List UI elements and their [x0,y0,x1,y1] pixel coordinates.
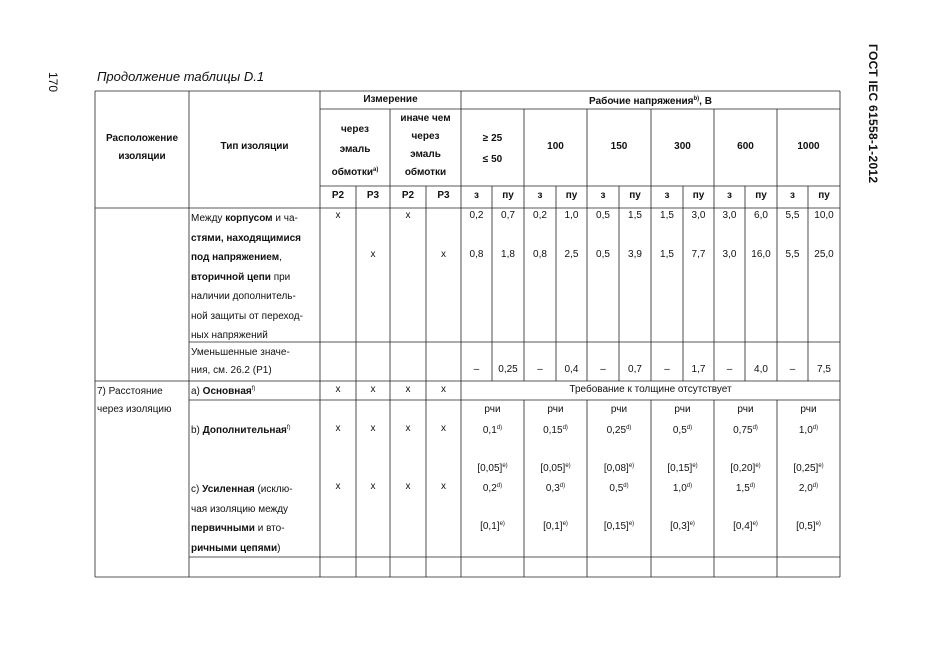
basic-insulation-label: а) Основная$^{f)}$ [191,386,256,397]
value-cell: 3,0 [722,249,737,260]
value-cell: 0,2 [533,210,547,221]
header-voltage-300: 300 [674,141,691,152]
header-measurement: Измерение [363,94,418,105]
supplementary-insulation-label: b) Дополнительная$^{f)}$ [191,425,291,436]
header-z: з [790,190,795,201]
header-z: з [537,190,543,201]
value-cell: 0,5$^{d)}$ [672,425,693,436]
no-thickness-requirement: Требование к толщине отсутствует [569,384,732,395]
value-cell: 0,5$^{d)}$ [609,483,629,494]
value-cell: 0,7 [628,364,642,375]
value-cell: 1,0 [564,210,579,221]
value-cell: $[0,15]^{e)}$ [603,521,635,532]
value-cell: $[0,3]^{e)}$ [670,521,695,532]
value-cell: 0,4 [564,364,579,375]
mark-x: x [441,481,446,492]
header-pu: пу [692,190,705,201]
value-cell: 1,5 [628,210,642,221]
header-pu: пу [565,190,578,201]
dash: – [664,364,670,375]
table-caption: Продолжение таблицы D.1 [97,69,265,84]
dash: – [789,364,796,375]
mark-x: x [370,249,376,260]
reduced-values-label: Уменьшенные значе- ния, см. 26.2 (Р1) [191,347,290,376]
value-cell: 0,1$^{d)}$ [482,425,503,436]
value-cell: 5,5 [785,249,800,260]
header-p3: P3 [366,190,380,201]
mark-x: x [405,384,411,395]
value-cell: 1,0$^{d)}$ [798,425,819,436]
rchi-label: рчи [610,404,628,415]
value-cell: 0,25$^{d)}$ [606,425,632,436]
standard-designation: ГОСТ IEC 61558-1-2012 [866,44,880,184]
header-voltage-100: 100 [547,141,564,152]
dash: – [600,364,606,375]
header-voltage-150: 150 [610,141,628,152]
mark-x: x [335,481,341,492]
header-voltage-25-50: ≥ 25 ≤ 50 [482,133,503,165]
block2-location: 7) Расстояние через изоляцию [97,386,172,415]
rchi-label: рчи [800,404,817,415]
value-cell: $[0,05]^{e)}$ [540,463,571,474]
header-voltage-600: 600 [737,141,754,152]
value-cell: 4,0 [754,364,768,375]
header-p2: P2 [331,190,345,201]
value-cell: 7,7 [691,249,706,260]
mark-x: x [370,384,376,395]
value-cell: 10,0 [814,210,834,221]
value-cell: 2,0$^{d)}$ [798,483,819,494]
header-location: Расположение изоляции [105,133,179,162]
header-p3: P3 [437,190,450,201]
value-cell: 0,8 [469,249,484,260]
rchi-label: рчи [484,404,501,415]
value-cell: 2,5 [564,249,579,260]
header-z: з [664,190,670,201]
header-through-enamel: через эмаль обмотки$^{а)}$ [331,124,379,178]
value-cell: 1,8 [501,249,515,260]
mark-x: x [370,423,376,434]
value-cell: 16,0 [751,249,771,260]
dash: – [537,364,543,375]
value-cell: 0,7 [501,210,515,221]
value-cell: 1,5$^{d)}$ [735,483,756,494]
rchi-label: рчи [737,404,754,415]
value-cell: 6,0 [754,210,768,221]
value-cell: 0,8 [533,249,547,260]
mark-x: x [335,384,341,395]
dash: – [726,364,733,375]
header-z: з [474,190,479,201]
mark-x: x [335,210,341,221]
value-cell: 3,9 [628,249,642,260]
mark-x: x [441,423,446,434]
value-cell: 0,75$^{d)}$ [733,425,758,436]
value-cell: $[0,08]^{e)}$ [603,463,635,474]
mark-x: x [370,481,376,492]
mark-x: x [405,423,411,434]
value-cell: $[0,1]^{e)}$ [480,521,505,532]
value-cell: $[0,05]^{e)}$ [477,463,508,474]
mark-x: x [335,423,341,434]
header-working-voltages: Рабочие напряжения$^{b)}$, В [589,96,712,107]
value-cell: 1,7 [691,364,706,375]
value-cell: 1,0$^{d)}$ [672,483,693,494]
header-p2: P2 [401,190,415,201]
value-cell: 7,5 [817,364,831,375]
value-cell: $[0,15]^{e)}$ [667,463,698,474]
mark-x: x [441,249,446,260]
value-cell: $[0,20]^{e)}$ [730,463,761,474]
value-cell: 0,2$^{d)}$ [482,483,503,494]
reinforced-insulation-label: с) Усиленная (исклю- чая изоляцию между первичными и вто- ричными цепями) [191,484,293,554]
header-pu: пу [629,190,641,201]
value-cell: 1,5 [660,249,674,260]
value-cell: 3,0 [691,210,706,221]
header-insulation-type: Тип изоляции [220,141,289,152]
rchi-label: рчи [547,404,564,415]
value-cell: 5,5 [785,210,800,221]
mark-x: x [441,384,446,395]
header-other-than-enamel: иначе чем через эмаль обмотки [400,113,451,178]
value-cell: 0,5 [596,210,610,221]
block1-description: Между корпусом и ча- стями, находящимися под напряжением, вторичной цепи при наличии дополнитель- ной защиты от переход- ных напряжений [191,213,303,341]
value-cell: 0,25 [498,364,518,375]
value-cell: 25,0 [814,249,834,260]
header-pu: пу [755,190,767,201]
header-voltage-1000: 1000 [797,141,820,152]
value-cell: 0,2 [469,210,484,221]
dash: – [473,364,480,375]
value-cell: $[0,1]^{e)}$ [543,521,568,532]
value-cell: 3,0 [722,210,737,221]
mark-x: x [405,210,411,221]
mark-x: x [405,481,411,492]
header-z: з [727,190,732,201]
value-cell: 1,5 [660,210,674,221]
value-cell: $[0,5]^{e)}$ [796,521,821,532]
value-cell: 0,3$^{d)}$ [545,483,566,494]
header-pu: пу [502,190,514,201]
value-cell: $[0,25]^{e)}$ [793,463,824,474]
page-number: 170 [46,72,60,93]
value-cell: 0,15$^{d)}$ [543,425,568,436]
header-pu: пу [818,190,830,201]
header-z: з [600,190,606,201]
value-cell: 0,5 [596,249,610,260]
value-cell: $[0,4]^{e)}$ [733,521,758,532]
rchi-label: рчи [674,404,691,415]
